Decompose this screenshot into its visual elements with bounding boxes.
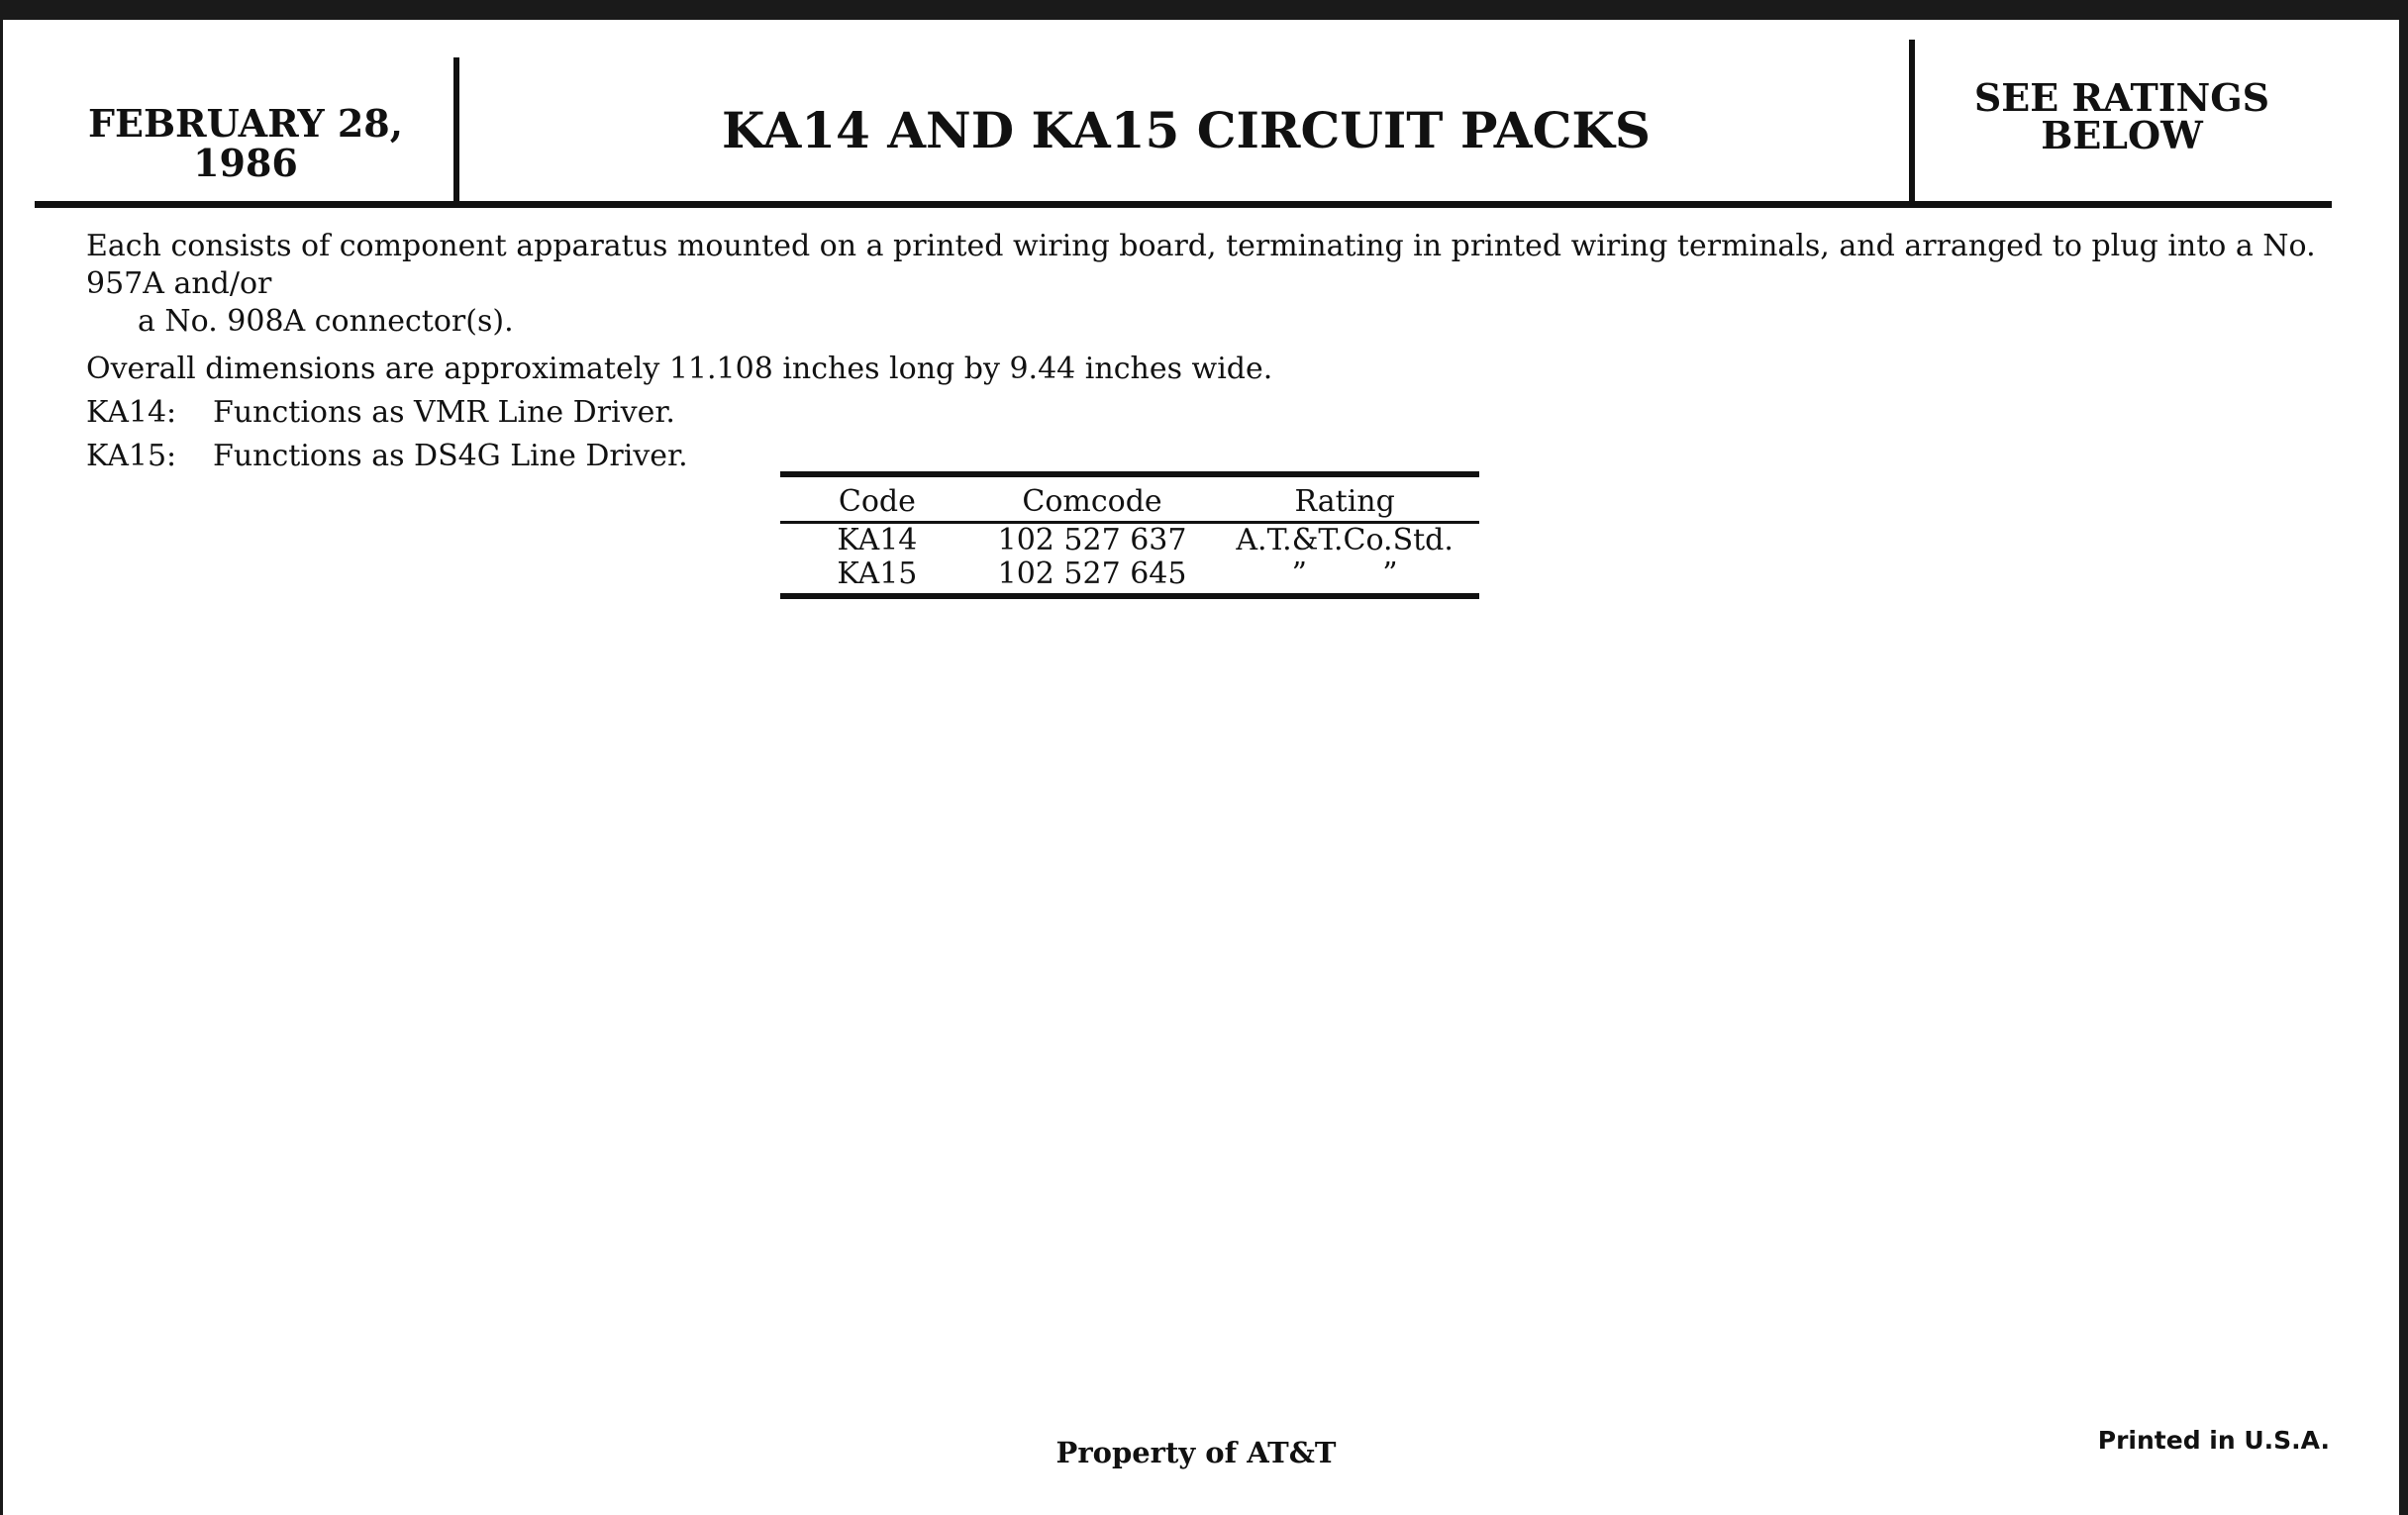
date-block <box>62 101 429 185</box>
cell-comcode: 102 527 645 <box>974 557 1211 596</box>
cell-comcode: 102 527 637 <box>997 523 1187 557</box>
document-card <box>3 20 2399 1515</box>
ratings-note <box>1924 75 2320 157</box>
description-line-1: Each consists of component apparatus mounted on a printed wiring board, terminating in printed wiring terminals, and arranged to plug into a No. 957A and/or <box>86 229 2316 301</box>
table-header-row <box>780 474 1479 523</box>
ratings-line-2: BELOW <box>2041 113 2203 157</box>
function-code: KA14: <box>86 395 177 430</box>
cell-rating: ” ” <box>1210 557 1479 596</box>
header-rule <box>35 201 2332 208</box>
property-notice: Property of AT&T <box>1055 1436 1337 1469</box>
column-header-rating: Rating <box>1210 474 1479 523</box>
function-row-ka14 <box>86 394 2324 432</box>
description-line-2: a No. 908A connector(s). <box>138 304 514 339</box>
column-header-comcode: Comcode <box>974 474 1211 523</box>
function-text: Functions as DS4G Line Driver. <box>213 439 688 473</box>
header-divider-left <box>453 57 459 204</box>
date-line-1: FEBRUARY 28, <box>88 101 403 146</box>
function-code: KA15: <box>86 439 177 473</box>
description-block <box>86 228 2324 475</box>
table-row <box>780 523 1479 558</box>
column-header-code: Code <box>780 474 974 523</box>
function-row-ka15 <box>86 438 2324 475</box>
cell-rating: A.T.&T.Co.Std. <box>1236 523 1454 557</box>
header-divider-right <box>1909 40 1915 204</box>
dimensions-text: Overall dimensions are approximately 11.108 inches long by 9.44 inches wide. <box>86 352 1273 386</box>
cell-code: KA15 <box>780 557 974 596</box>
date-line-2: 1986 <box>193 141 298 185</box>
function-text: Functions as VMR Line Driver. <box>213 395 675 430</box>
ratings-table <box>780 471 1479 599</box>
cell-code: KA14 <box>837 523 918 557</box>
table-row <box>780 557 1479 596</box>
ratings-line-1: SEE RATINGS <box>1973 75 2270 120</box>
printed-notice: Printed in U.S.A. <box>2097 1426 2330 1455</box>
page-title: KA14 AND KA15 CIRCUIT PACKS <box>722 101 1651 159</box>
